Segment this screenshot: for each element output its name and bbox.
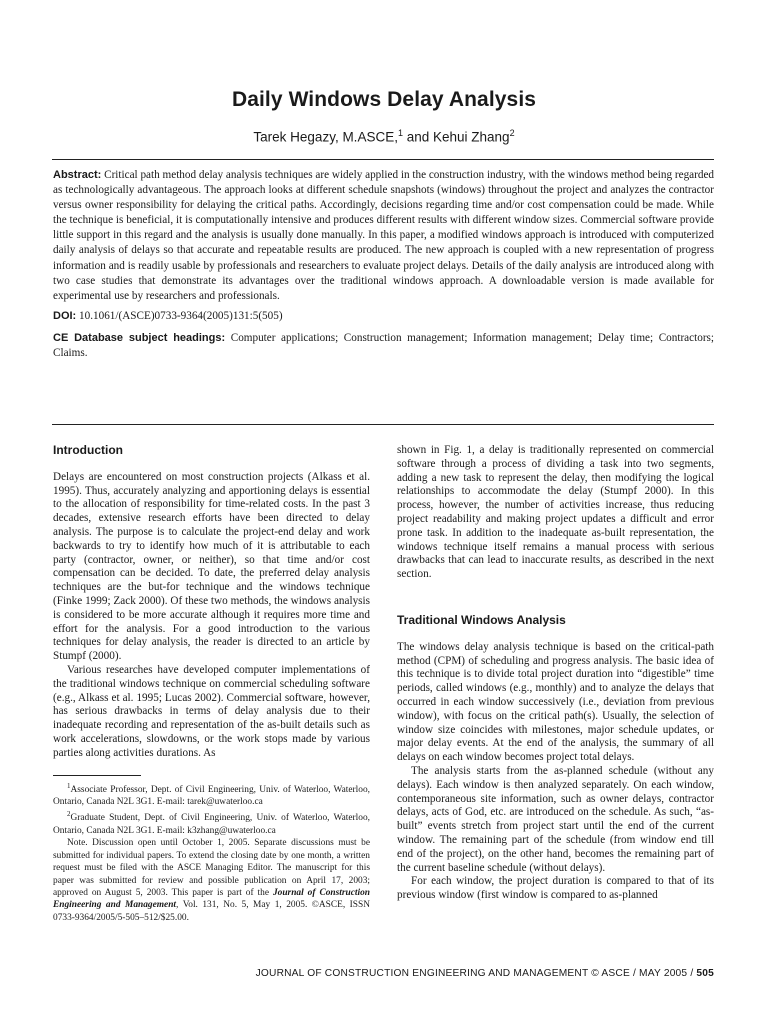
abstract-bottom-rule — [52, 424, 714, 425]
traditional-paragraph-1: The windows delay analysis technique is based on the critical-path method (CPM) of scheduling and progress analysis. The basic idea of this technique is to divide total project duration into “digestible” time periods, called windows (e.g., monthly) and to analyze the delays that occurred in each window successively (i.e., deviation from previous window), with focus on the critical path(s). Usually, the selection of window size coincides with milestones, major schedule updates, or major delay events. At the end of the analysis, the summary of all delays on each window becomes project total delays. — [397, 640, 714, 764]
footnote-2 — [53, 808, 370, 837]
top-rule — [52, 159, 714, 160]
note-text-b: , Vol. 131, No. 5, May 1, 2005. ©ASCE, ISSN 0733-9364/2005/5-505–512/$25.00. — [53, 900, 370, 923]
abstract — [53, 168, 714, 304]
right-column — [397, 444, 714, 903]
footnote-1-mark: 1 — [67, 781, 71, 790]
left-column — [53, 444, 370, 924]
traditional-paragraph-3: For each window, the project duration is compared to that of its previous window (first window is compared to as-planned — [397, 875, 714, 902]
page-number: 505 — [696, 968, 714, 979]
footnote-1-text: Associate Professor, Dept. of Civil Engineering, Univ. of Waterloo, Waterloo, Ontario, Canada N2L 3G1. E-mail: tarek@uwaterloo.ca — [53, 784, 370, 808]
intro-paragraph-2: Various researches have developed computer implementations of the traditional windows technique on commercial scheduling software (e.g., Alkass et al. 1995; Lucas 2002). Commercial software, however, has serious drawbacks in terms of delay analysis due to their inadequate recording and representation of the as-built details such as work accelerations, slowdowns, or the work stops made by various parties along activities durations. As — [53, 663, 370, 759]
footnote-1 — [53, 780, 370, 809]
footnote-2-text: Graduate Student, Dept. of Civil Engineering, Univ. of Waterloo, Waterloo, Ontario, Canada N2L 3G1. E-mail: k3zhang@uwaterloo.ca — [53, 813, 370, 836]
journal-footer — [53, 968, 714, 979]
intro-paragraph-1: Delays are encountered on most construction projects (Alkass et al. 1995). Thus, accurately analyzing and apportioning delays is essential to the allocation of responsibility for time-related costs. In the past 3 decades, extensive research efforts have been directed to delay analysis. The purpose is to calculate the project-end delay and work backwards to try to identify how much of it is attributable to each party (contractor, owner, or neither), so that time and/or cost compensation can be decided. To date, the preferred delay analysis techniques are the but-for technique and the windows technique (Finke 1999; Zack 2000). Of these two methods, the windows analysis is considered to be more accurate although it requires more time and effort for the analysis. For a good introduction to the various techniques for delay analysis, the reader is directed to an article by Stumpf (2000). — [53, 470, 370, 663]
introduction-heading: Introduction — [53, 443, 123, 457]
paper-title: Daily Windows Delay Analysis — [231, 88, 537, 111]
subject-headings-label: CE Database subject headings: — [53, 331, 226, 344]
note-text-a: Note. Discussion open until October 1, 2005. Separate discussions must be submitted for individual papers. To extend the closing date by one month, a written request must be filed with the ASCE Managing Editor. The manuscript for this paper was submitted for review and possible publication on April 17, 2003; approved on August 5, 2003. This paper is part of the — [53, 838, 370, 899]
discussion-note — [53, 837, 370, 924]
journal-name: Journal of Construction Engineering and Management — [53, 888, 370, 911]
author-2-affiliation-mark: 2 — [509, 128, 515, 138]
author-1: Tarek Hegazy, M.ASCE, — [253, 129, 398, 145]
abstract-block — [53, 168, 714, 361]
authors — [0, 128, 768, 145]
author-2: and Kehui Zhang — [402, 129, 510, 145]
intro-paragraph-3: shown in Fig. 1, a delay is traditionally represented on commercial software through a process of dividing a task into two segments, adding a new task to represent the delay, then modifying the logical relationships to accommodate the delay (Stumpf 2000). In this process, however, the number of activities increase, thus reducing project readability and making project updates a difficult and error prone task. In addition to the inadequate as-built representation, the windows technique itself remains a manual process with serious drawbacks that can lead to inaccurate results, as described in the next section. — [397, 444, 714, 581]
author-1-affiliation-mark: 1 — [397, 128, 403, 138]
footer-text: JOURNAL OF CONSTRUCTION ENGINEERING AND MANAGEMENT © ASCE / MAY 2005 / — [255, 968, 697, 979]
traditional-windows-heading: Traditional Windows Analysis — [397, 612, 566, 627]
doi-value[interactable]: 10.1061/(ASCE)0733-9364(2005)131:5(505) — [79, 309, 283, 322]
traditional-paragraph-2: The analysis starts from the as-planned schedule (without any delays). Each window is then analyzed separately. On each window, contemporaneous site information, such as owner delays, contractor delays, acts of God, etc. are introduced on the schedule. As such, “as-built” events stretch from project start until the end of the current window. The remaining part of the schedule (from window end till end of the project), on the other hand, becomes the remaining part of the current baseline schedule (without delays). — [397, 764, 714, 874]
footnote-2-mark: 2 — [67, 810, 71, 819]
footnotes — [53, 780, 370, 925]
subject-headings — [53, 331, 714, 361]
doi-label: DOI: — [53, 309, 77, 322]
footnote-rule — [53, 775, 141, 776]
subject-headings-text: Computer applications; Construction management; Information management; Delay time; Contractors; Claims. — [53, 331, 715, 360]
abstract-label: Abstract: — [53, 169, 102, 181]
doi — [53, 309, 714, 324]
abstract-text: Critical path method delay analysis techniques are widely applied in the construction industry, with the windows method being regarded as technologically advantageous. The approach looks at different schedule snapshots (windows) throughout the project and analyzes the contractor versus owner responsibility for delaying the critical paths. Accordingly, decisions regarding time and/or cost compensation could be made. While the technique is beneficial, it is computationally intensive and produces different results with different window sizes. Commercial software provide little support in this regard and the analysis is usually done manually. In this paper, a modified windows approach is introduced with computerized daily analysis of delays so that accurate and repeatable results are produced. The new approach is coupled with a new representation of progress information and is readily usable by professionals and researchers to evaluate project delays. Details of the daily analysis are introduced along with two case studies that demonstrate its advantages over the traditional windows approach. A downloadable version is made available for experimental use by researchers and professionals. — [53, 169, 715, 302]
